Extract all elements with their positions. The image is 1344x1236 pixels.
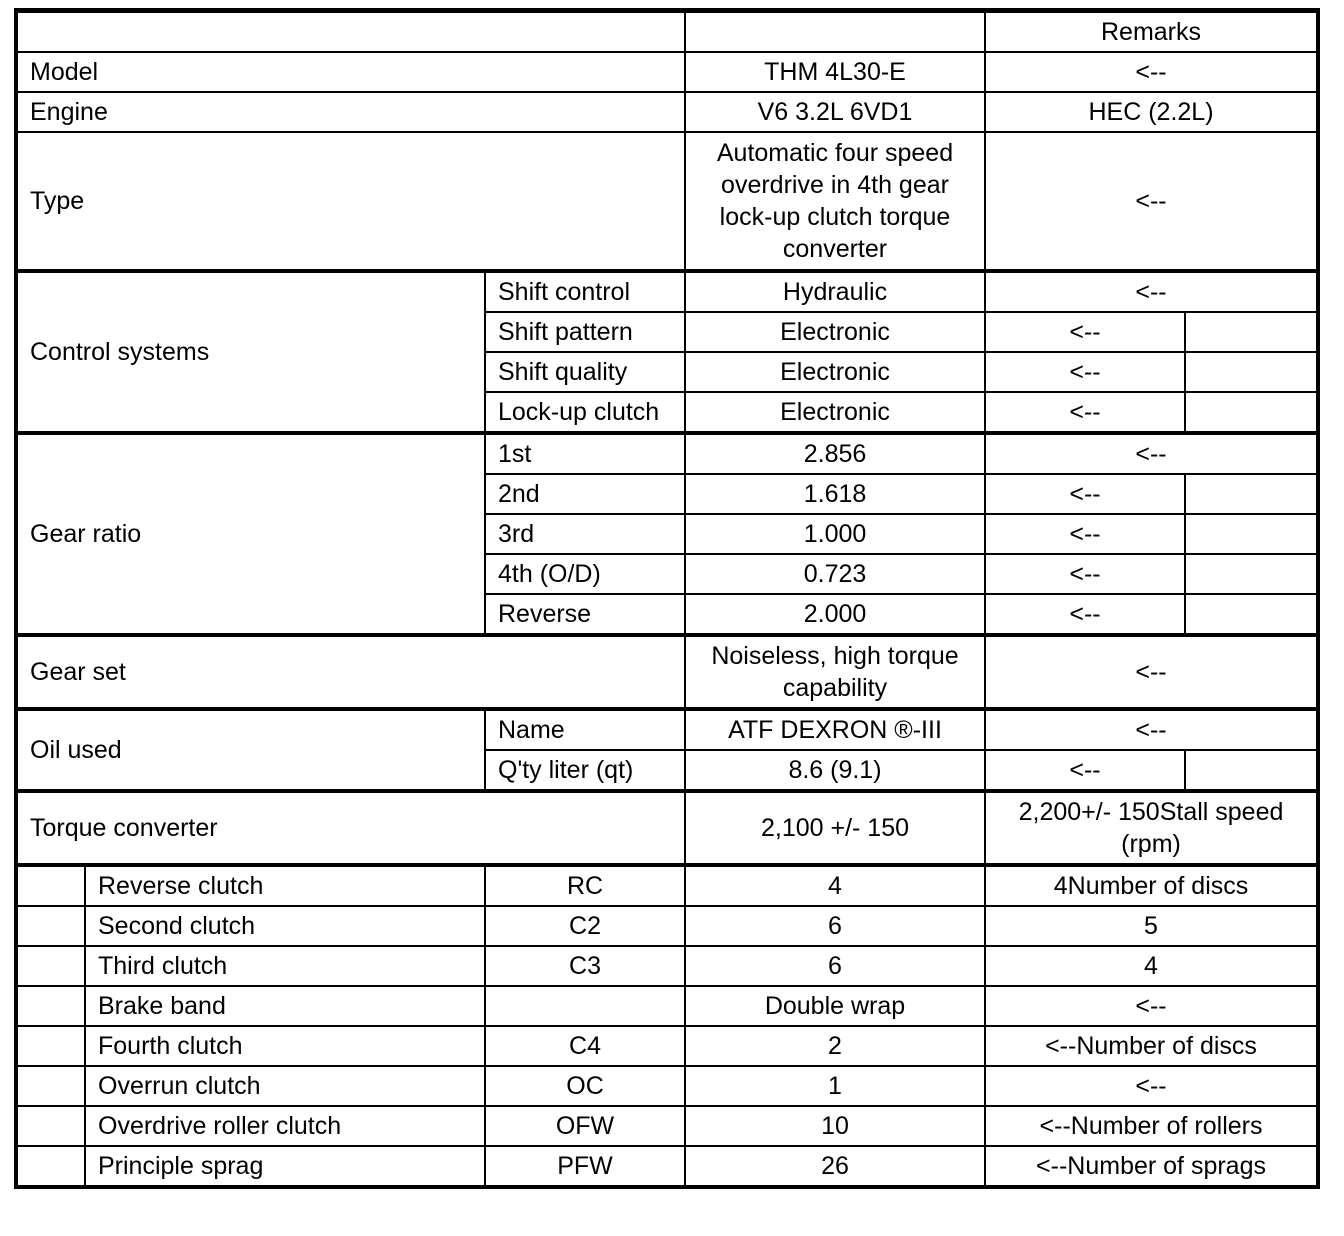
component-name: Overrun clutch	[85, 1066, 485, 1106]
table-row	[16, 635, 1318, 709]
component-value: 1	[685, 1066, 985, 1106]
header-blank-cell	[16, 11, 685, 53]
indent-cell	[16, 865, 85, 906]
empty-cell	[1185, 312, 1318, 352]
component-value: 6	[685, 906, 985, 946]
component-remark: <--Number of discs	[985, 1026, 1318, 1066]
spec-table	[14, 8, 1320, 1189]
header-value-cell	[685, 11, 985, 53]
component-remark: <--Number of sprags	[985, 1146, 1318, 1187]
component-code	[485, 986, 685, 1026]
component-code: C3	[485, 946, 685, 986]
row-value: Automatic four speed overdrive in 4th gear lock-up clutch torque converter	[685, 132, 985, 271]
row-remark: <--	[985, 514, 1185, 554]
component-code: C4	[485, 1026, 685, 1066]
group-label: Oil used	[16, 709, 485, 791]
row-label: Gear set	[16, 635, 685, 709]
component-name: Second clutch	[85, 906, 485, 946]
empty-cell	[1185, 514, 1318, 554]
table-row	[16, 92, 1318, 132]
row-remark: <--	[985, 271, 1318, 312]
row-remark: <--	[985, 474, 1185, 514]
indent-cell	[16, 906, 85, 946]
row-value: ATF DEXRON ®-III	[685, 709, 985, 750]
table-row	[16, 791, 1318, 865]
component-code: C2	[485, 906, 685, 946]
empty-cell	[1185, 750, 1318, 791]
component-name: Fourth clutch	[85, 1026, 485, 1066]
table-row	[16, 1066, 1318, 1106]
row-value: Hydraulic	[685, 271, 985, 312]
indent-cell	[16, 1106, 85, 1146]
empty-cell	[1185, 594, 1318, 635]
row-value: 0.723	[685, 554, 985, 594]
row-remark: <--	[985, 392, 1185, 433]
indent-cell	[16, 1026, 85, 1066]
row-value: 2,100 +/- 150	[685, 791, 985, 865]
remarks-header: Remarks	[985, 11, 1318, 53]
row-label: Type	[16, 132, 685, 271]
indent-cell	[16, 946, 85, 986]
row-label: Shift pattern	[485, 312, 685, 352]
row-label: 1st	[485, 433, 685, 474]
row-label: 3rd	[485, 514, 685, 554]
row-label: Engine	[16, 92, 685, 132]
row-remark: <--	[985, 750, 1185, 791]
row-value: Electronic	[685, 352, 985, 392]
table-row	[16, 906, 1318, 946]
component-remark: <--	[985, 986, 1318, 1026]
row-remark: <--	[985, 554, 1185, 594]
component-value: 2	[685, 1026, 985, 1066]
row-label: Model	[16, 52, 685, 92]
table-row	[16, 1106, 1318, 1146]
row-value: 8.6 (9.1)	[685, 750, 985, 791]
row-remark: HEC (2.2L)	[985, 92, 1318, 132]
empty-cell	[1185, 474, 1318, 514]
table-row	[16, 709, 1318, 750]
row-label: Reverse	[485, 594, 685, 635]
component-remark: <--	[985, 1066, 1318, 1106]
row-remark: <--	[985, 635, 1318, 709]
component-value: 10	[685, 1106, 985, 1146]
row-value: Electronic	[685, 392, 985, 433]
row-label: Lock-up clutch	[485, 392, 685, 433]
row-remark: <--	[985, 132, 1318, 271]
component-name: Overdrive roller clutch	[85, 1106, 485, 1146]
row-value: 2.000	[685, 594, 985, 635]
table-row	[16, 946, 1318, 986]
component-remark: 4	[985, 946, 1318, 986]
empty-cell	[1185, 392, 1318, 433]
row-value: THM 4L30-E	[685, 52, 985, 92]
component-code: OC	[485, 1066, 685, 1106]
indent-cell	[16, 986, 85, 1026]
table-row	[16, 1026, 1318, 1066]
row-remark: <--	[985, 352, 1185, 392]
component-value: 6	[685, 946, 985, 986]
component-code: RC	[485, 865, 685, 906]
row-remark: <--	[985, 433, 1318, 474]
component-code: OFW	[485, 1106, 685, 1146]
component-remark: <--Number of rollers	[985, 1106, 1318, 1146]
row-remark: <--	[985, 709, 1318, 750]
table-row	[16, 865, 1318, 906]
component-name: Third clutch	[85, 946, 485, 986]
component-name: Principle sprag	[85, 1146, 485, 1187]
row-value: V6 3.2L 6VD1	[685, 92, 985, 132]
table-row	[16, 986, 1318, 1026]
table-row	[16, 52, 1318, 92]
row-remark: <--	[985, 594, 1185, 635]
component-value: 26	[685, 1146, 985, 1187]
empty-cell	[1185, 352, 1318, 392]
row-label: Torque converter	[16, 791, 685, 865]
row-label: Shift quality	[485, 352, 685, 392]
component-remark: 4Number of discs	[985, 865, 1318, 906]
row-label: 2nd	[485, 474, 685, 514]
indent-cell	[16, 1146, 85, 1187]
row-label: Name	[485, 709, 685, 750]
row-remark: 2,200+/- 150Stall speed (rpm)	[985, 791, 1318, 865]
row-value: Noiseless, high torque capability	[685, 635, 985, 709]
component-remark: 5	[985, 906, 1318, 946]
row-label: 4th (O/D)	[485, 554, 685, 594]
component-name: Brake band	[85, 986, 485, 1026]
table-row	[16, 271, 1318, 312]
header-row	[16, 11, 1318, 53]
table-row	[16, 1146, 1318, 1187]
row-value: 2.856	[685, 433, 985, 474]
component-value: 4	[685, 865, 985, 906]
component-value: Double wrap	[685, 986, 985, 1026]
row-value: 1.618	[685, 474, 985, 514]
row-remark: <--	[985, 52, 1318, 92]
table-row	[16, 433, 1318, 474]
component-code: PFW	[485, 1146, 685, 1187]
empty-cell	[1185, 554, 1318, 594]
row-label: Shift control	[485, 271, 685, 312]
table-row	[16, 132, 1318, 271]
row-label: Q'ty liter (qt)	[485, 750, 685, 791]
row-remark: <--	[985, 312, 1185, 352]
row-value: Electronic	[685, 312, 985, 352]
group-label: Control systems	[16, 271, 485, 433]
component-name: Reverse clutch	[85, 865, 485, 906]
indent-cell	[16, 1066, 85, 1106]
row-value: 1.000	[685, 514, 985, 554]
group-label: Gear ratio	[16, 433, 485, 635]
